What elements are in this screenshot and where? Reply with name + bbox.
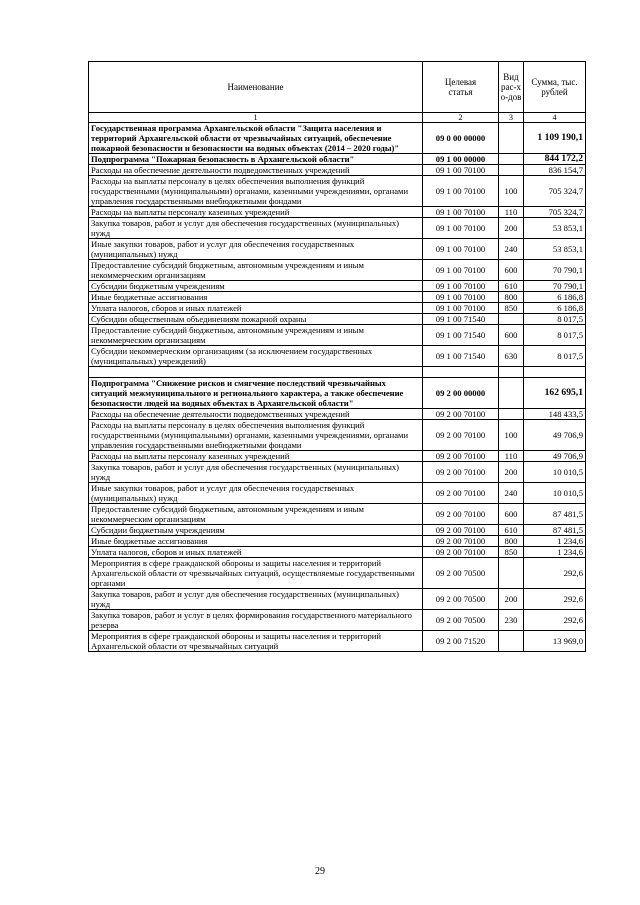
row-name: Закупка товаров, работ и услуг для обеспечения государственных (муниципальных) нужд [89,218,423,239]
row-amount: 292,6 [524,558,586,589]
table-row [89,176,586,207]
row-name: Подпрограмма "Пожарная безопасность в Архангельской области" [89,154,423,165]
table-row [89,207,586,218]
row-name: Закупка товаров, работ и услуг для обеспечения государственных (муниципальных) нужд [89,462,423,483]
row-target-code: 09 2 00 70100 [423,483,499,504]
row-amount: 10 010,5 [524,483,586,504]
table-row [89,123,586,154]
table-row [89,378,586,409]
row-name: Иные бюджетные ассигнования [89,292,423,303]
budget-table [88,61,586,652]
table-row [89,631,586,652]
column-number: 3 [499,113,524,123]
row-amount: 844 172,2 [524,154,586,165]
row-target-code [423,367,499,378]
row-expense-kind [499,409,524,420]
row-expense-kind [499,154,524,165]
row-name: Предоставление субсидий бюджетным, автономным учреждениям и иным некоммерческим организациям [89,504,423,525]
row-target-code: 09 2 00 00000 [423,378,499,409]
row-name: Субсидии бюджетным учреждениям [89,281,423,292]
row-name: Расходы на обеспечение деятельности подведомственных учреждений [89,409,423,420]
row-target-code: 09 2 00 70100 [423,451,499,462]
table-row [89,281,586,292]
row-target-code: 09 1 00 70100 [423,303,499,314]
header-kind: Вид рас-хо-дов [499,62,524,113]
row-expense-kind: 850 [499,547,524,558]
row-name: Закупка товаров, работ и услуг в целях формирования государственного материального резерва [89,610,423,631]
row-expense-kind [499,558,524,589]
row-target-code: 09 2 00 70100 [423,536,499,547]
row-amount: 1 109 190,1 [524,123,586,154]
table-row [89,610,586,631]
row-target-code: 09 2 00 70100 [423,420,499,451]
row-target-code: 09 1 00 71540 [423,346,499,367]
table-row [89,451,586,462]
table-header-row [89,62,586,113]
table-row [89,292,586,303]
row-expense-kind [499,378,524,409]
table-body [89,123,586,652]
table-row [89,325,586,346]
row-expense-kind: 600 [499,260,524,281]
row-expense-kind: 800 [499,292,524,303]
column-number: 2 [423,113,499,123]
table-row [89,462,586,483]
row-target-code: 09 2 00 70500 [423,589,499,610]
row-name: Расходы на выплаты персоналу в целях обеспечения выполнения функций государственными (муниципальными) органами, казенными учреждениями, органами управления государственными внебюджетными фондами [89,420,423,451]
row-amount: 292,6 [524,589,586,610]
row-name: Расходы на выплаты персоналу казенных учреждений [89,207,423,218]
row-expense-kind [499,631,524,652]
row-target-code: 09 2 00 70500 [423,558,499,589]
table-row [89,409,586,420]
row-amount: 8 017,5 [524,346,586,367]
table-row [89,154,586,165]
row-target-code: 09 1 00 00000 [423,154,499,165]
table-row [89,536,586,547]
row-amount: 10 010,5 [524,462,586,483]
row-amount: 6 186,8 [524,292,586,303]
row-amount: 87 481,5 [524,504,586,525]
row-name: Подпрограмма "Снижение рисков и смягчение последствий чрезвычайных ситуаций межмуниципального и регионального характера, а также обеспечение безопасности людей на водных объектах в Архангельской области" [89,378,423,409]
row-name: Государственная программа Архангельской области "Защита населения и территорий Архангельской области от чрезвычайных ситуаций, обеспечение пожарной безопасности и безопасности на водных объектах (2014 – 2020 годы)" [89,123,423,154]
row-expense-kind [499,123,524,154]
column-number-row [89,113,586,123]
table-row [89,547,586,558]
header-sum: Сумма, тыс. рублей [524,62,586,113]
row-expense-kind: 100 [499,420,524,451]
row-name: Предоставление субсидий бюджетным, автономным учреждениям и иным некоммерческим организациям [89,325,423,346]
row-expense-kind: 600 [499,325,524,346]
row-target-code: 09 2 00 71520 [423,631,499,652]
table-row [89,420,586,451]
row-expense-kind: 100 [499,176,524,207]
row-expense-kind: 200 [499,589,524,610]
table-row [89,483,586,504]
row-name: Расходы на выплаты персоналу казенных учреждений [89,451,423,462]
row-expense-kind: 610 [499,281,524,292]
row-name: Иные закупки товаров, работ и услуг для обеспечения государственных (муниципальных) нужд [89,239,423,260]
table-row [89,589,586,610]
row-expense-kind: 800 [499,536,524,547]
row-target-code: 09 2 00 70100 [423,525,499,536]
row-name: Расходы на обеспечение деятельности подведомственных учреждений [89,165,423,176]
table-row [89,504,586,525]
row-target-code: 09 1 00 71540 [423,314,499,325]
row-amount: 53 853,1 [524,239,586,260]
row-expense-kind: 240 [499,239,524,260]
row-expense-kind: 850 [499,303,524,314]
row-expense-kind: 110 [499,207,524,218]
row-target-code: 09 1 00 70100 [423,281,499,292]
row-name: Мероприятия в сфере гражданской обороны и защиты населения и территорий Архангельской области от чрезвычайных ситуаций [89,631,423,652]
table-row [89,314,586,325]
row-amount: 49 706,9 [524,451,586,462]
row-amount: 70 790,1 [524,281,586,292]
row-amount: 13 969,0 [524,631,586,652]
row-target-code: 09 2 00 70100 [423,409,499,420]
row-target-code: 09 1 00 70100 [423,176,499,207]
row-amount: 49 706,9 [524,420,586,451]
row-name: Уплата налогов, сборов и иных платежей [89,303,423,314]
row-expense-kind: 630 [499,346,524,367]
row-expense-kind: 230 [499,610,524,631]
row-name: Закупка товаров, работ и услуг для обеспечения государственных (муниципальных) нужд [89,589,423,610]
table-row [89,303,586,314]
row-target-code: 09 2 00 70100 [423,504,499,525]
row-amount: 1 234,6 [524,547,586,558]
row-name: Мероприятия в сфере гражданской обороны и защиты населения и территорий Архангельской области от чрезвычайных ситуаций, осуществляемые государственными органами [89,558,423,589]
row-expense-kind: 240 [499,483,524,504]
row-target-code: 09 0 00 00000 [423,123,499,154]
spacer-row [89,367,586,378]
row-amount: 1 234,6 [524,536,586,547]
row-name: Субсидии некоммерческим организациям (за исключением государственных (муниципальных) учреждений) [89,346,423,367]
table-row [89,260,586,281]
row-name: Предоставление субсидий бюджетным, автономным учреждениям и иным некоммерческим организациям [89,260,423,281]
header-name: Наименование [89,62,423,113]
row-target-code: 09 2 00 70100 [423,462,499,483]
row-target-code: 09 1 00 71540 [423,325,499,346]
page-number: 29 [315,866,325,877]
row-amount: 53 853,1 [524,218,586,239]
row-name [89,367,423,378]
row-expense-kind: 110 [499,451,524,462]
row-amount: 836 154,7 [524,165,586,176]
table-row [89,239,586,260]
row-expense-kind: 600 [499,504,524,525]
row-target-code: 09 2 00 70500 [423,610,499,631]
row-amount: 6 186,8 [524,303,586,314]
row-amount: 87 481,5 [524,525,586,536]
row-name: Иные закупки товаров, работ и услуг для обеспечения государственных (муниципальных) нужд [89,483,423,504]
table-row [89,346,586,367]
row-name: Расходы на выплаты персоналу в целях обеспечения выполнения функций государственными (муниципальными) органами, казенными учреждениями, органами управления государственными внебюджетными фондами [89,176,423,207]
row-target-code: 09 1 00 70100 [423,218,499,239]
row-target-code: 09 1 00 70100 [423,292,499,303]
row-target-code: 09 1 00 70100 [423,260,499,281]
header-code: Целевая статья [423,62,499,113]
column-number: 1 [89,113,423,123]
table-row [89,558,586,589]
row-amount: 162 695,1 [524,378,586,409]
row-name: Субсидии бюджетным учреждениям [89,525,423,536]
column-number: 4 [524,113,586,123]
row-expense-kind [499,367,524,378]
row-amount: 148 433,5 [524,409,586,420]
table-row [89,525,586,536]
row-target-code: 09 1 00 70100 [423,207,499,218]
row-expense-kind: 610 [499,525,524,536]
row-amount: 70 790,1 [524,260,586,281]
row-name: Иные бюджетные ассигнования [89,536,423,547]
table-row [89,218,586,239]
row-name: Субсидии общественным объединениям пожарной охраны [89,314,423,325]
row-expense-kind: 200 [499,218,524,239]
row-target-code: 09 1 00 70100 [423,239,499,260]
row-expense-kind [499,314,524,325]
row-amount: 705 324,7 [524,176,586,207]
row-target-code: 09 1 00 70100 [423,165,499,176]
row-target-code: 09 2 00 70100 [423,547,499,558]
row-amount: 8 017,5 [524,314,586,325]
row-amount [524,367,586,378]
table-row [89,165,586,176]
row-expense-kind: 200 [499,462,524,483]
row-amount: 292,6 [524,610,586,631]
row-name: Уплата налогов, сборов и иных платежей [89,547,423,558]
row-amount: 8 017,5 [524,325,586,346]
row-amount: 705 324,7 [524,207,586,218]
row-expense-kind [499,165,524,176]
